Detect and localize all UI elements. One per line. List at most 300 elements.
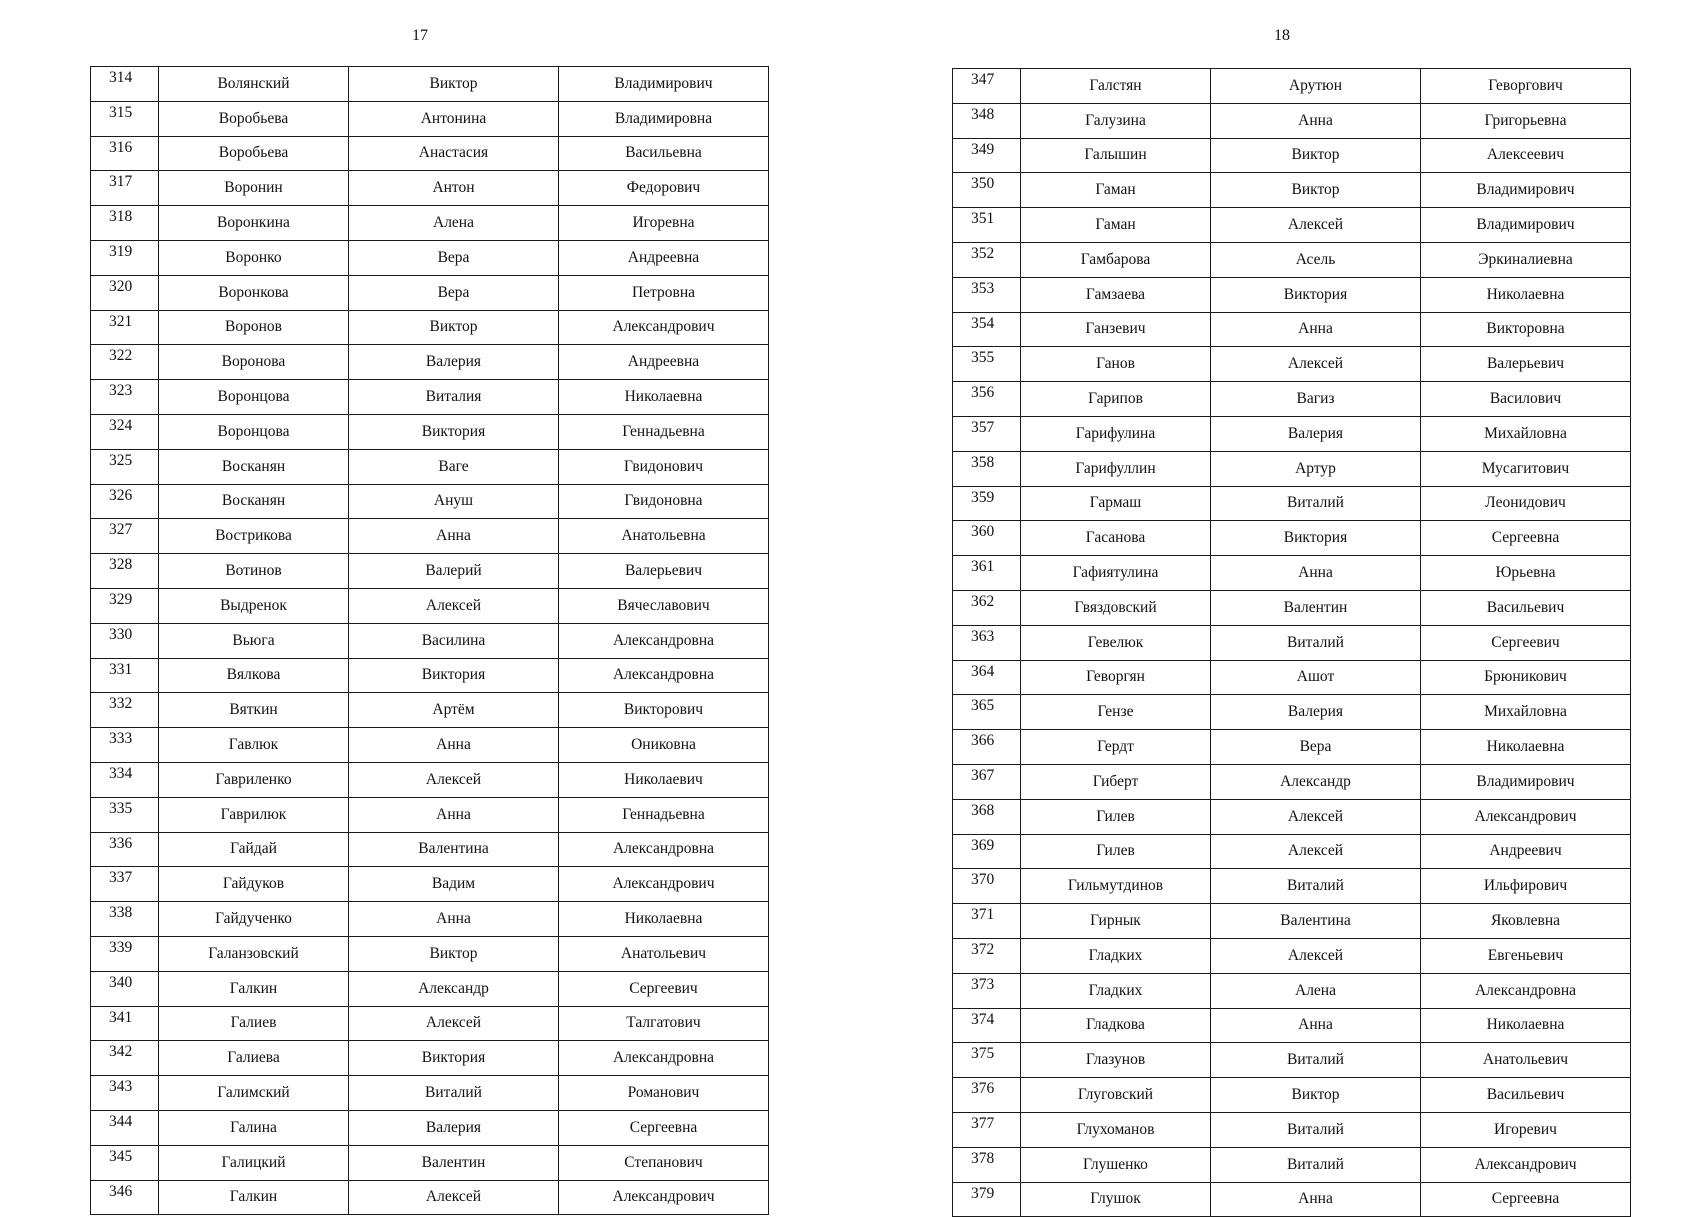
first-name-cell: Артём: [349, 693, 559, 728]
last-name-cell: Галанзовский: [159, 936, 349, 971]
table-row: [953, 1043, 1631, 1078]
patronymic-cell: Александровна: [559, 623, 769, 658]
row-number-cell: 377: [953, 1112, 1021, 1147]
first-name-cell: Валентина: [349, 832, 559, 867]
last-name-cell: Воробьева: [159, 136, 349, 171]
last-name-cell: Гаман: [1021, 208, 1211, 243]
last-name-cell: Гаман: [1021, 173, 1211, 208]
patronymic-cell: Александрович: [559, 310, 769, 345]
row-number-cell: 336: [91, 832, 159, 867]
table-row: [953, 625, 1631, 660]
first-name-cell: Анна: [349, 797, 559, 832]
row-number-cell: 332: [91, 693, 159, 728]
first-name-cell: Виталий: [1211, 1043, 1421, 1078]
patronymic-cell: Гвидоновна: [559, 484, 769, 519]
row-number-cell: 335: [91, 797, 159, 832]
row-number-cell: 323: [91, 380, 159, 415]
first-name-cell: Валентин: [349, 1145, 559, 1180]
row-number-cell: 341: [91, 1006, 159, 1041]
patronymic-cell: Сергеевич: [559, 971, 769, 1006]
table-row: [953, 138, 1631, 173]
last-name-cell: Ганзевич: [1021, 312, 1211, 347]
first-name-cell: Асель: [1211, 242, 1421, 277]
row-number-cell: 348: [953, 103, 1021, 138]
patronymic-cell: Александровна: [1421, 973, 1631, 1008]
row-number-cell: 340: [91, 971, 159, 1006]
last-name-cell: Гарифулина: [1021, 416, 1211, 451]
patronymic-cell: Брюникович: [1421, 660, 1631, 695]
patronymic-cell: Александровна: [559, 1041, 769, 1076]
table-row: [91, 1180, 769, 1215]
row-number-cell: 365: [953, 695, 1021, 730]
last-name-cell: Выдренок: [159, 588, 349, 623]
table-row: [91, 67, 769, 102]
last-name-cell: Галузина: [1021, 103, 1211, 138]
first-name-cell: Виталий: [1211, 1112, 1421, 1147]
last-name-cell: Гарифуллин: [1021, 451, 1211, 486]
row-number-cell: 371: [953, 904, 1021, 939]
table-row: [953, 834, 1631, 869]
table-row: [953, 1112, 1631, 1147]
row-number-cell: 342: [91, 1041, 159, 1076]
last-name-cell: Галимский: [159, 1076, 349, 1111]
row-number-cell: 344: [91, 1110, 159, 1145]
table-row: [91, 623, 769, 658]
patronymic-cell: Александрович: [559, 867, 769, 902]
first-name-cell: Виктория: [1211, 277, 1421, 312]
last-name-cell: Гладкова: [1021, 1008, 1211, 1043]
patronymic-cell: Владимировна: [559, 101, 769, 136]
table-row: [953, 660, 1631, 695]
last-name-cell: Гасанова: [1021, 521, 1211, 556]
patronymic-cell: Васильевна: [559, 136, 769, 171]
row-number-cell: 379: [953, 1182, 1021, 1217]
table-row: [953, 277, 1631, 312]
patronymic-cell: Викторович: [559, 693, 769, 728]
last-name-cell: Гвяздовский: [1021, 590, 1211, 625]
table-row: [953, 1147, 1631, 1182]
table-row: [953, 416, 1631, 451]
row-number-cell: 330: [91, 623, 159, 658]
table-row: [91, 554, 769, 589]
table-row: [91, 728, 769, 763]
last-name-cell: Воронова: [159, 345, 349, 380]
patronymic-cell: Сергеевна: [559, 1110, 769, 1145]
patronymic-cell: Александрович: [559, 1180, 769, 1215]
first-name-cell: Анна: [1211, 103, 1421, 138]
row-number-cell: 353: [953, 277, 1021, 312]
first-name-cell: Виктор: [1211, 173, 1421, 208]
patronymic-cell: Васильевич: [1421, 1078, 1631, 1113]
patronymic-cell: Александрович: [1421, 1147, 1631, 1182]
first-name-cell: Анна: [1211, 1008, 1421, 1043]
row-number-cell: 337: [91, 867, 159, 902]
first-name-cell: Виталий: [349, 1076, 559, 1111]
patronymic-cell: Яковлевна: [1421, 904, 1631, 939]
table-row: [91, 449, 769, 484]
first-name-cell: Анастасия: [349, 136, 559, 171]
first-name-cell: Алексей: [349, 762, 559, 797]
patronymic-cell: Ониковна: [559, 728, 769, 763]
table-row: [91, 1041, 769, 1076]
last-name-cell: Галина: [159, 1110, 349, 1145]
table-row: [91, 136, 769, 171]
last-name-cell: Глушенко: [1021, 1147, 1211, 1182]
row-number-cell: 322: [91, 345, 159, 380]
row-number-cell: 367: [953, 764, 1021, 799]
table-row: [91, 902, 769, 937]
patronymic-cell: Михайловна: [1421, 416, 1631, 451]
patronymic-cell: Гвидонович: [559, 449, 769, 484]
last-name-cell: Восканян: [159, 484, 349, 519]
patronymic-cell: Викторовна: [1421, 312, 1631, 347]
last-name-cell: Восканян: [159, 449, 349, 484]
row-number-cell: 369: [953, 834, 1021, 869]
last-name-cell: Галстян: [1021, 69, 1211, 104]
table-row: [91, 1145, 769, 1180]
first-name-cell: Анна: [1211, 1182, 1421, 1217]
first-name-cell: Артур: [1211, 451, 1421, 486]
table-row: [953, 242, 1631, 277]
patronymic-cell: Сергеевна: [1421, 521, 1631, 556]
patronymic-cell: Андреевич: [1421, 834, 1631, 869]
table-row: [91, 206, 769, 241]
last-name-cell: Глуговский: [1021, 1078, 1211, 1113]
row-number-cell: 318: [91, 206, 159, 241]
patronymic-cell: Петровна: [559, 275, 769, 310]
first-name-cell: Виктор: [349, 936, 559, 971]
patronymic-cell: Игоревна: [559, 206, 769, 241]
last-name-cell: Гафиятулина: [1021, 556, 1211, 591]
table-row: [91, 588, 769, 623]
last-name-cell: Воронов: [159, 310, 349, 345]
row-number-cell: 352: [953, 242, 1021, 277]
last-name-cell: Гилев: [1021, 834, 1211, 869]
first-name-cell: Виталий: [1211, 625, 1421, 660]
first-name-cell: Алена: [349, 206, 559, 241]
first-name-cell: Антон: [349, 171, 559, 206]
row-number-cell: 325: [91, 449, 159, 484]
first-name-cell: Вагиз: [1211, 382, 1421, 417]
last-name-cell: Гирнык: [1021, 904, 1211, 939]
table-row: [953, 103, 1631, 138]
table-row: [91, 414, 769, 449]
patronymic-cell: Владимирович: [1421, 173, 1631, 208]
last-name-cell: Гайдай: [159, 832, 349, 867]
first-name-cell: Алексей: [1211, 938, 1421, 973]
table-row: [953, 312, 1631, 347]
table-row: [91, 171, 769, 206]
table-row: [953, 556, 1631, 591]
patronymic-cell: Федорович: [559, 171, 769, 206]
first-name-cell: Валентин: [1211, 590, 1421, 625]
first-name-cell: Виктор: [349, 67, 559, 102]
row-number-cell: 331: [91, 658, 159, 693]
first-name-cell: Виталий: [1211, 1147, 1421, 1182]
row-number-cell: 360: [953, 521, 1021, 556]
row-number-cell: 357: [953, 416, 1021, 451]
last-name-cell: Гевелюк: [1021, 625, 1211, 660]
table-row: [91, 1006, 769, 1041]
table-row: [953, 1008, 1631, 1043]
first-name-cell: Алена: [1211, 973, 1421, 1008]
last-name-cell: Гензе: [1021, 695, 1211, 730]
row-number-cell: 328: [91, 554, 159, 589]
last-name-cell: Воронин: [159, 171, 349, 206]
patronymic-cell: Анатольевич: [1421, 1043, 1631, 1078]
last-name-cell: Вострикова: [159, 519, 349, 554]
patronymic-cell: Мусагитович: [1421, 451, 1631, 486]
patronymic-cell: Василович: [1421, 382, 1631, 417]
patronymic-cell: Романович: [559, 1076, 769, 1111]
last-name-cell: Гамзаева: [1021, 277, 1211, 312]
patronymic-cell: Васильевич: [1421, 590, 1631, 625]
table-row: [91, 519, 769, 554]
table-row: [953, 730, 1631, 765]
row-number-cell: 373: [953, 973, 1021, 1008]
patronymic-cell: Евгеньевич: [1421, 938, 1631, 973]
last-name-cell: Глазунов: [1021, 1043, 1211, 1078]
row-number-cell: 343: [91, 1076, 159, 1111]
table-row: [91, 345, 769, 380]
first-name-cell: Алексей: [1211, 799, 1421, 834]
last-name-cell: Воронкова: [159, 275, 349, 310]
first-name-cell: Виктория: [349, 1041, 559, 1076]
last-name-cell: Вотинов: [159, 554, 349, 589]
first-name-cell: Анна: [1211, 312, 1421, 347]
roster-table-left: [90, 66, 769, 1215]
last-name-cell: Вьюга: [159, 623, 349, 658]
table-row: [91, 101, 769, 136]
first-name-cell: Виталия: [349, 380, 559, 415]
table-row: [953, 799, 1631, 834]
row-number-cell: 363: [953, 625, 1021, 660]
row-number-cell: 364: [953, 660, 1021, 695]
last-name-cell: Гильмутдинов: [1021, 869, 1211, 904]
patronymic-cell: Леонидович: [1421, 486, 1631, 521]
first-name-cell: Александр: [349, 971, 559, 1006]
patronymic-cell: Григорьевна: [1421, 103, 1631, 138]
table-row: [953, 590, 1631, 625]
table-row: [91, 240, 769, 275]
first-name-cell: Анна: [349, 519, 559, 554]
last-name-cell: Гайдуков: [159, 867, 349, 902]
first-name-cell: Алексей: [1211, 208, 1421, 243]
last-name-cell: Воронцова: [159, 380, 349, 415]
first-name-cell: Ваге: [349, 449, 559, 484]
first-name-cell: Алексей: [349, 588, 559, 623]
row-number-cell: 362: [953, 590, 1021, 625]
patronymic-cell: Николаевна: [1421, 1008, 1631, 1043]
last-name-cell: Геворгян: [1021, 660, 1211, 695]
row-number-cell: 350: [953, 173, 1021, 208]
first-name-cell: Виктор: [349, 310, 559, 345]
last-name-cell: Вяткин: [159, 693, 349, 728]
table-row: [91, 310, 769, 345]
last-name-cell: Волянский: [159, 67, 349, 102]
first-name-cell: Василина: [349, 623, 559, 658]
patronymic-cell: Михайловна: [1421, 695, 1631, 730]
patronymic-cell: Валерьевич: [559, 554, 769, 589]
table-row: [91, 380, 769, 415]
patronymic-cell: Эркиналиевна: [1421, 242, 1631, 277]
patronymic-cell: Александровна: [559, 832, 769, 867]
first-name-cell: Виктор: [1211, 1078, 1421, 1113]
first-name-cell: Алексей: [1211, 834, 1421, 869]
patronymic-cell: Владимирович: [1421, 764, 1631, 799]
row-number-cell: 356: [953, 382, 1021, 417]
patronymic-cell: Анатольевна: [559, 519, 769, 554]
first-name-cell: Вадим: [349, 867, 559, 902]
table-row: [91, 832, 769, 867]
patronymic-cell: Талгатович: [559, 1006, 769, 1041]
table-row: [91, 1110, 769, 1145]
first-name-cell: Ашот: [1211, 660, 1421, 695]
patronymic-cell: Николаевна: [1421, 730, 1631, 765]
table-row: [91, 693, 769, 728]
table-row: [953, 451, 1631, 486]
row-number-cell: 338: [91, 902, 159, 937]
first-name-cell: Виктория: [1211, 521, 1421, 556]
patronymic-cell: Николаевна: [1421, 277, 1631, 312]
table-row: [91, 797, 769, 832]
table-row: [953, 486, 1631, 521]
last-name-cell: Гилев: [1021, 799, 1211, 834]
row-number-cell: 347: [953, 69, 1021, 104]
row-number-cell: 315: [91, 101, 159, 136]
row-number-cell: 349: [953, 138, 1021, 173]
first-name-cell: Алексей: [349, 1180, 559, 1215]
row-number-cell: 326: [91, 484, 159, 519]
table-row: [953, 764, 1631, 799]
last-name-cell: Воронкина: [159, 206, 349, 241]
first-name-cell: Виктория: [349, 414, 559, 449]
first-name-cell: Антонина: [349, 101, 559, 136]
row-number-cell: 346: [91, 1180, 159, 1215]
table-row: [91, 275, 769, 310]
table-row: [953, 382, 1631, 417]
row-number-cell: 351: [953, 208, 1021, 243]
first-name-cell: Ануш: [349, 484, 559, 519]
table-row: [953, 973, 1631, 1008]
row-number-cell: 376: [953, 1078, 1021, 1113]
patronymic-cell: Валерьевич: [1421, 347, 1631, 382]
row-number-cell: 314: [91, 67, 159, 102]
last-name-cell: Глухоманов: [1021, 1112, 1211, 1147]
table-row: [953, 69, 1631, 104]
table-row: [953, 869, 1631, 904]
roster-table-right: [952, 68, 1631, 1217]
last-name-cell: Гердт: [1021, 730, 1211, 765]
first-name-cell: Александр: [1211, 764, 1421, 799]
last-name-cell: Глушок: [1021, 1182, 1211, 1217]
first-name-cell: Алексей: [349, 1006, 559, 1041]
first-name-cell: Анна: [349, 902, 559, 937]
patronymic-cell: Вячеславович: [559, 588, 769, 623]
table-row: [91, 484, 769, 519]
table-row: [953, 1182, 1631, 1217]
last-name-cell: Воронцова: [159, 414, 349, 449]
last-name-cell: Гаврилюк: [159, 797, 349, 832]
row-number-cell: 319: [91, 240, 159, 275]
first-name-cell: Виктор: [1211, 138, 1421, 173]
last-name-cell: Галкин: [159, 971, 349, 1006]
patronymic-cell: Александровна: [559, 658, 769, 693]
table-row: [953, 904, 1631, 939]
table-row: [953, 1078, 1631, 1113]
first-name-cell: Валерий: [349, 554, 559, 589]
row-number-cell: 368: [953, 799, 1021, 834]
patronymic-cell: Андреевна: [559, 345, 769, 380]
first-name-cell: Вера: [349, 240, 559, 275]
last-name-cell: Гамбарова: [1021, 242, 1211, 277]
row-number-cell: 366: [953, 730, 1021, 765]
first-name-cell: Валерия: [349, 1110, 559, 1145]
first-name-cell: Валерия: [349, 345, 559, 380]
table-row: [91, 936, 769, 971]
last-name-cell: Гарипов: [1021, 382, 1211, 417]
patronymic-cell: Ильфирович: [1421, 869, 1631, 904]
first-name-cell: Анна: [1211, 556, 1421, 591]
page-number-right: 18: [1274, 27, 1290, 44]
page-number-left: 17: [412, 27, 428, 44]
last-name-cell: Гладких: [1021, 973, 1211, 1008]
last-name-cell: Гиберт: [1021, 764, 1211, 799]
row-number-cell: 358: [953, 451, 1021, 486]
table-row: [953, 938, 1631, 973]
last-name-cell: Ганов: [1021, 347, 1211, 382]
patronymic-cell: Николаевна: [559, 380, 769, 415]
row-number-cell: 327: [91, 519, 159, 554]
table-row: [953, 208, 1631, 243]
last-name-cell: Гармаш: [1021, 486, 1211, 521]
last-name-cell: Воронко: [159, 240, 349, 275]
first-name-cell: Валентина: [1211, 904, 1421, 939]
patronymic-cell: Николаевич: [559, 762, 769, 797]
row-number-cell: 354: [953, 312, 1021, 347]
first-name-cell: Арутюн: [1211, 69, 1421, 104]
table-row: [91, 1076, 769, 1111]
patronymic-cell: Степанович: [559, 1145, 769, 1180]
table-row: [91, 658, 769, 693]
last-name-cell: Галиева: [159, 1041, 349, 1076]
row-number-cell: 345: [91, 1145, 159, 1180]
table-row: [91, 867, 769, 902]
last-name-cell: Гавриленко: [159, 762, 349, 797]
row-number-cell: 372: [953, 938, 1021, 973]
last-name-cell: Гавлюк: [159, 728, 349, 763]
last-name-cell: Гайдученко: [159, 902, 349, 937]
patronymic-cell: Сергеевна: [1421, 1182, 1631, 1217]
first-name-cell: Валерия: [1211, 695, 1421, 730]
last-name-cell: Галиев: [159, 1006, 349, 1041]
row-number-cell: 324: [91, 414, 159, 449]
table-row: [953, 173, 1631, 208]
last-name-cell: Гладких: [1021, 938, 1211, 973]
last-name-cell: Галкин: [159, 1180, 349, 1215]
row-number-cell: 355: [953, 347, 1021, 382]
patronymic-cell: Сергеевич: [1421, 625, 1631, 660]
patronymic-cell: Геворгович: [1421, 69, 1631, 104]
patronymic-cell: Геннадьевна: [559, 414, 769, 449]
first-name-cell: Вера: [1211, 730, 1421, 765]
first-name-cell: Виктория: [349, 658, 559, 693]
first-name-cell: Вера: [349, 275, 559, 310]
patronymic-cell: Владимирович: [559, 67, 769, 102]
table-row: [953, 521, 1631, 556]
last-name-cell: Вялкова: [159, 658, 349, 693]
patronymic-cell: Игоревич: [1421, 1112, 1631, 1147]
